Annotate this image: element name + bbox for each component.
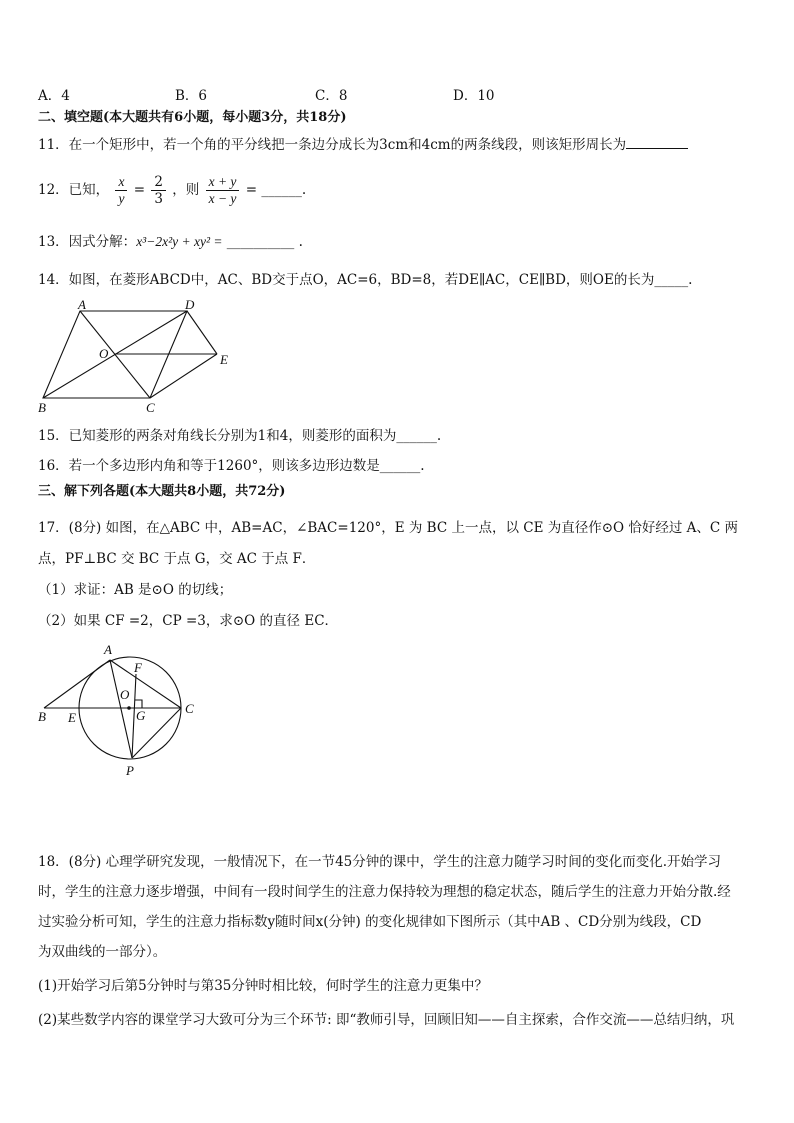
label-f: F — [134, 660, 142, 675]
q12-mid: ，则 — [172, 182, 200, 198]
figure-14-rhombus — [30, 296, 250, 420]
q17-sub2: （2）如果 CF =2，CP =3，求⊙O 的直径 EC． — [38, 613, 339, 629]
q18-line4: 为双曲线的一部分）。 — [38, 944, 167, 960]
label-o: O — [120, 687, 130, 702]
question-13 — [38, 232, 303, 252]
q12-fraction-xy: $\frac{x}{y}$ — [115, 174, 127, 207]
question-14: 14．如图，在菱形ABCD中，AC、BD交于点O，AC=6，BD=8，若DE∥AC，CE∥BD，则OE的长为_____. — [38, 272, 693, 288]
question-16: 16．若一个多边形内角和等于1260°，则该多边形边数是______. — [38, 458, 425, 474]
section2-heading: 二、填空题(本大题共有6小题，每小题3分，共18分) — [38, 110, 347, 125]
question-15: 15．已知菱形的两条对角线长分别为1和4，则菱形的面积为______. — [38, 428, 442, 444]
q12-equals: = — [133, 182, 146, 198]
label-c: C — [146, 400, 155, 415]
question-12 — [38, 170, 306, 212]
q17-line1: 17．(8分) 如图，在△ABC 中，AB=AC，∠BAC=120°，E 为 BC 上一点，以 CE 为直径作⊙O 恰好经过 A、C 两 — [38, 520, 739, 536]
label-e: E — [68, 710, 76, 725]
q18-line2: 时，学生的注意力逐步增强，中间有一段时间学生的注意力保持较为理想的稳定状态，随后学生的注意力开始分散.经 — [38, 884, 731, 900]
label-b: B — [38, 709, 46, 724]
label-e: E — [220, 352, 228, 367]
label-g: G — [136, 708, 146, 723]
q11-blank — [626, 134, 688, 149]
q13-prefix: 13．因式分解： — [38, 234, 137, 250]
q13-expression: x³−2x²y + xy² = — [136, 234, 223, 249]
q13-suffix: __________ . — [226, 234, 303, 250]
center-dot — [127, 706, 131, 710]
q18-sub1: (1)开始学习后第5分钟时与第35分钟时相比较，何时学生的注意力更集中？ — [38, 978, 488, 994]
q17-sub1: （1）求证：AB 是⊙O 的切线； — [38, 582, 233, 598]
q11-text: 11．在一个矩形中，若一个角的平分线把一条边分成长为3cm和4cm的两条线段，则该矩形周长为 — [38, 137, 627, 153]
q18-line1: 18．(8分) 心理学研究发现，一般情况下，在一节45分钟的课中，学生的注意力随学习时间的变化而变化.开始学习 — [38, 854, 722, 870]
segment-ab — [44, 660, 110, 708]
q12-prefix: 12．已知， — [38, 182, 110, 198]
label-o: O — [99, 346, 109, 361]
segment-de — [187, 311, 217, 354]
segment-ce — [150, 354, 217, 398]
q17-line2: 点，PF⊥BC 交 BC 于点 G，交 AC 于点 F． — [38, 551, 316, 567]
label-p: P — [126, 763, 134, 778]
q12-suffix: = ______. — [245, 182, 307, 198]
q12-fraction-23: $\frac{2}{3}$ — [151, 174, 166, 207]
right-angle-mark — [135, 700, 142, 708]
choice-c: C．8 — [315, 88, 348, 104]
section3-heading: 三、解下列各题(本大题共8小题，共72分) — [38, 484, 286, 499]
choice-d: D．10 — [453, 88, 495, 104]
choice-b: B．6 — [175, 88, 208, 104]
q18-line3: 过实验分析可知，学生的注意力指标数y随时间x(分钟) 的变化规律如下图所示（其中AB 、CD分别为线段，CD — [38, 914, 702, 930]
label-a: A — [104, 642, 112, 657]
question-11 — [38, 134, 688, 155]
label-a: A — [78, 297, 86, 312]
label-c: C — [185, 701, 194, 716]
q12-fraction-sum: $\frac{x + y}{x - y}$ — [206, 174, 240, 207]
choice-a: A．4 — [38, 88, 70, 104]
label-b: B — [38, 400, 46, 415]
figure-17-circle — [30, 638, 210, 788]
label-d: D — [185, 297, 195, 312]
q18-sub2: (2)某些数学内容的课堂学习大致可分为三个环节: 即“教师引导，回顾旧知——自主探索，合作交流——总结归纳，巩 — [38, 1012, 735, 1028]
